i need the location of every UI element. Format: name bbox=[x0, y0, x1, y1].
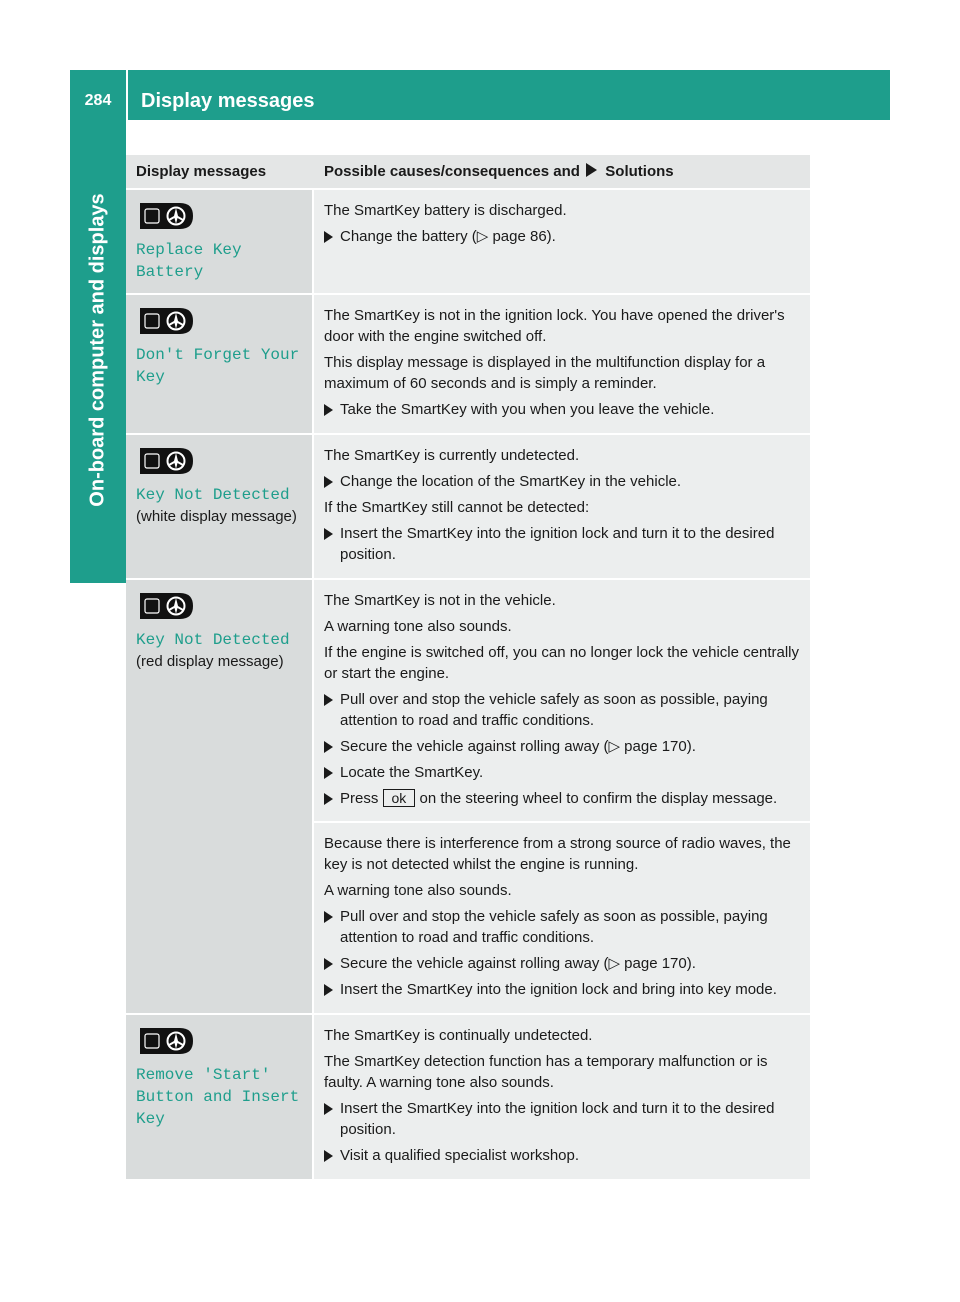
step-arrow-icon bbox=[324, 741, 333, 753]
ok-button-icon: ok bbox=[383, 789, 416, 807]
solution-step bbox=[324, 1098, 810, 1140]
step-arrow-icon bbox=[324, 476, 333, 488]
cause-text: Because there is interference from a strong source of radio waves, the key is not detected whilst the engine is running. bbox=[324, 835, 791, 873]
step-arrow-icon bbox=[324, 528, 333, 540]
cause-text: The SmartKey detection function has a temporary malfunction or is faulty. A warning tone also sounds. bbox=[324, 1053, 768, 1091]
causes-solutions-cell bbox=[314, 1015, 810, 1179]
cause-text: The SmartKey is not in the ignition lock. You have opened the driver's door with the engine switched off. bbox=[324, 307, 785, 345]
page-number: 284 bbox=[84, 92, 112, 109]
step-arrow-icon bbox=[324, 984, 333, 996]
display-message-cell bbox=[126, 1015, 314, 1179]
display-message-text: Key Not Detected bbox=[136, 631, 290, 649]
solution-text: Pull over and stop the vehicle safely as soon as possible, paying attention to road and traffic conditions. bbox=[340, 691, 768, 729]
step-arrow-icon bbox=[324, 911, 333, 923]
cause-text: The SmartKey is currently undetected. bbox=[324, 447, 580, 464]
solution-text: Visit a qualified specialist workshop. bbox=[340, 1147, 580, 1164]
step-arrow-icon bbox=[324, 793, 333, 805]
col-header-causes-solutions bbox=[314, 155, 810, 188]
display-message-text: Replace Key Battery bbox=[136, 241, 242, 281]
cause-text: This display message is displayed in the multifunction display for a maximum of 60 seconds and is simply a reminder. bbox=[324, 354, 766, 392]
arrow-right-icon bbox=[586, 163, 597, 177]
solution-text: Insert the SmartKey into the ignition lock and turn it to the desired position. bbox=[340, 1100, 775, 1138]
table-row bbox=[126, 435, 810, 580]
table-row bbox=[126, 295, 810, 435]
step-arrow-icon bbox=[324, 231, 333, 243]
col-header-display-messages: Display messages bbox=[136, 163, 267, 180]
solution-step bbox=[324, 689, 810, 731]
display-message-cell bbox=[126, 580, 314, 1013]
step-arrow-icon bbox=[324, 1150, 333, 1162]
table-row bbox=[126, 1015, 810, 1181]
cause-text: The SmartKey is continually undetected. bbox=[324, 1027, 593, 1044]
solution-text: Change the location of the SmartKey in the vehicle. bbox=[340, 473, 682, 490]
solution-text: Pull over and stop the vehicle safely as soon as possible, paying attention to road and traffic conditions. bbox=[340, 908, 768, 946]
solution-step bbox=[324, 906, 810, 948]
step-arrow-icon bbox=[324, 404, 333, 416]
smartkey-icon bbox=[136, 200, 196, 232]
solution-step bbox=[324, 979, 810, 1000]
display-message-text: Don't Forget Your Key bbox=[136, 346, 300, 386]
cause-text: The SmartKey battery is discharged. bbox=[324, 202, 567, 219]
causes-solutions-cell bbox=[314, 435, 810, 578]
smartkey-icon bbox=[136, 1025, 196, 1057]
section-label: On-board computer and displays bbox=[86, 193, 109, 507]
display-message-text: Remove 'Start' Button and Insert Key bbox=[136, 1066, 300, 1128]
step-arrow-icon bbox=[324, 694, 333, 706]
step-arrow-icon bbox=[324, 767, 333, 779]
solution-text: Change the battery (▷ page 86). bbox=[340, 228, 556, 245]
solution-text: Secure the vehicle against rolling away (▷ page 170). bbox=[340, 738, 696, 755]
display-message-cell bbox=[126, 295, 314, 433]
solution-text: Insert the SmartKey into the ignition lock and bring into key mode. bbox=[340, 981, 777, 998]
solution-text: on the steering wheel to confirm the display message. bbox=[419, 790, 778, 807]
header-divider bbox=[126, 70, 128, 120]
solution-step bbox=[324, 1145, 810, 1166]
cause-text: The SmartKey is not in the vehicle. bbox=[324, 592, 556, 609]
step-arrow-icon bbox=[324, 958, 333, 970]
solution-step bbox=[324, 471, 810, 492]
table-body bbox=[126, 190, 810, 1181]
page-title: Display messages bbox=[141, 90, 315, 112]
display-messages-table bbox=[126, 155, 810, 1181]
cause-text: A warning tone also sounds. bbox=[324, 618, 512, 635]
solution-text: Take the SmartKey with you when you leave the vehicle. bbox=[340, 401, 715, 418]
col-header-solutions: Solutions bbox=[605, 163, 674, 180]
solution-step bbox=[324, 788, 810, 809]
smartkey-icon bbox=[136, 305, 196, 337]
cause-text: A warning tone also sounds. bbox=[324, 882, 512, 899]
table-row bbox=[126, 580, 810, 1015]
smartkey-icon bbox=[136, 590, 196, 622]
display-message-note: (red display message) bbox=[136, 653, 284, 670]
solution-text: Insert the SmartKey into the ignition lock and turn it to the desired position. bbox=[340, 525, 775, 563]
solution-text: Locate the SmartKey. bbox=[340, 764, 484, 781]
solution-step bbox=[324, 953, 810, 974]
solution-step bbox=[324, 399, 810, 420]
solution-text: Press bbox=[340, 790, 379, 807]
smartkey-icon bbox=[136, 445, 196, 477]
causes-solutions-cell bbox=[314, 190, 810, 293]
cause-text: If the engine is switched off, you can no longer lock the vehicle centrally or start the engine. bbox=[324, 644, 799, 682]
causes-solutions-cell bbox=[314, 295, 810, 433]
solution-text: Secure the vehicle against rolling away (▷ page 170). bbox=[340, 955, 696, 972]
display-message-cell bbox=[126, 435, 314, 578]
solution-step bbox=[324, 523, 810, 565]
block-divider bbox=[314, 821, 810, 823]
solution-step bbox=[324, 762, 810, 783]
table-row bbox=[126, 190, 810, 295]
solution-step bbox=[324, 736, 810, 757]
causes-solutions-cell bbox=[314, 580, 810, 1013]
cause-text: If the SmartKey still cannot be detected: bbox=[324, 499, 590, 516]
solution-step bbox=[324, 226, 810, 247]
col-header-causes: Possible causes/consequences and bbox=[324, 163, 580, 180]
table-header bbox=[126, 155, 810, 190]
step-arrow-icon bbox=[324, 1103, 333, 1115]
display-message-note: (white display message) bbox=[136, 508, 297, 525]
page-header bbox=[70, 70, 890, 120]
display-message-cell bbox=[126, 190, 314, 293]
display-message-text: Key Not Detected bbox=[136, 486, 290, 504]
